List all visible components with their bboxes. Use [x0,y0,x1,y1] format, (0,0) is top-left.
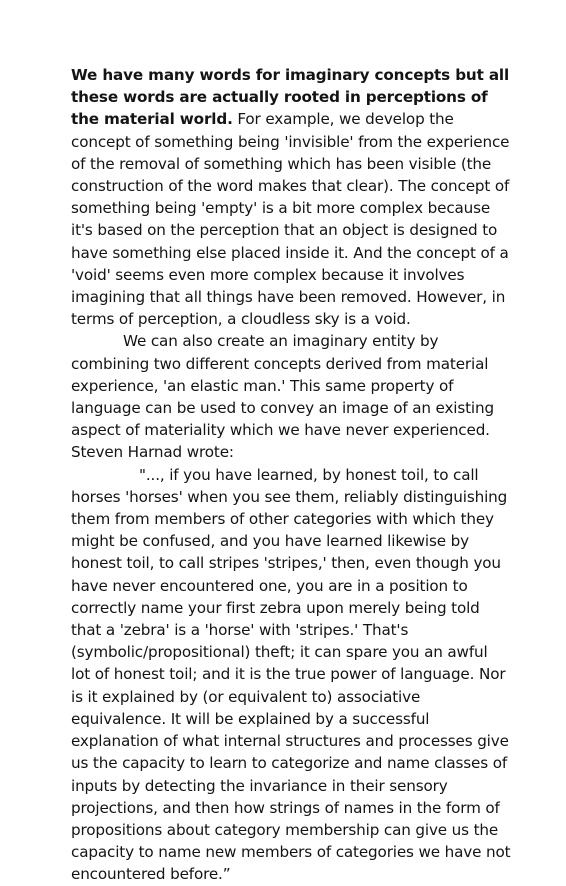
paragraph-1 [71,64,511,330]
document-page [71,64,511,886]
block-quote: "..., if you have learned, by honest toil, to call horses 'horses' when you see them, reliably distinguishing them from members of other categories with which they might be confused, and you have learned likewise by honest toil, to call stripes 'stripes,' then, even though you have never encountered one, you are in a position to correctly name your first zebra upon merely being told that a 'zebra' is a 'horse' with 'stripes.' That's (symbolic/propositional) theft; it can spare you an awful lot of honest toil; and it is the true power of language. Nor is it explained by (or equivalent to) associative equivalence. It will be explained by a successful explanation of what internal structures and processes give us the capacity to learn to categorize and name classes of inputs by detecting the invariance in their sensory projections, and then how strings of names in the form of propositions about category membership can give us the capacity to name new members of categories we have not encountered before.” [71,465,511,884]
paragraph-1-body: For example, we develop the concept of something being 'invisible' from the experience of the removal of something which has been visible (the construction of the word makes that clear). The concept of something being 'empty' is a bit more complex because it's based on the perception that an object is designed to have something else placed inside it. And the concept of a 'void' seems even more complex because it involves imagining that all things have been removed. However, in terms of perception, a cloudless sky is a void. [71,110,510,329]
lead-sentence: We have many words for imaginary concepts but all these words are actually rooted in perceptions of the material world. [71,66,510,129]
paragraph-2: We can also create an imaginary entity by combining two different concepts derived from material experience, 'an elastic man.' This same property of language can be used to convey an image of an existing aspect of materiality which we have never experienced. Steven Harnad wrote: [71,332,494,462]
